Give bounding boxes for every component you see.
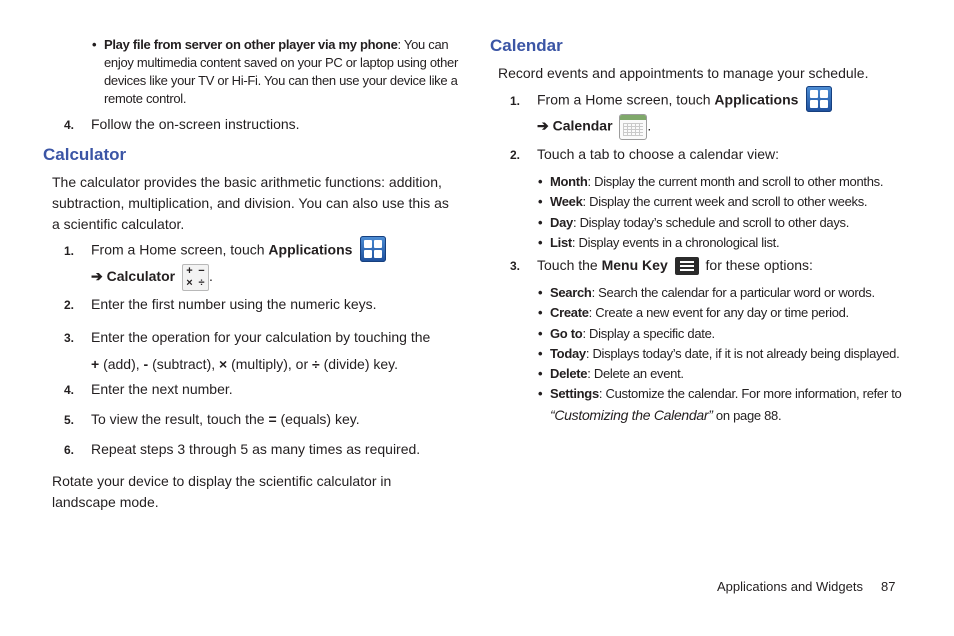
bullet-term: Create bbox=[550, 305, 589, 321]
bullet-term: Search bbox=[550, 285, 592, 300]
step-text: From a Home screen, touch bbox=[91, 241, 269, 258]
list-item: • Month: Display the current month and scroll to other months. bbox=[538, 174, 884, 189]
list-item: • Create: Create a new event for any day or time period. bbox=[538, 305, 849, 321]
calc-step-6 bbox=[64, 439, 420, 461]
intro-line: subtraction, multiplication, and division. You can also use this as bbox=[52, 195, 449, 211]
outro-line: landscape mode. bbox=[52, 494, 159, 510]
intro-line: a scientific calculator. bbox=[52, 216, 185, 232]
calculator-heading: Calculator bbox=[43, 145, 127, 164]
bullet-term: Day bbox=[550, 214, 573, 230]
step-text: (subtract), bbox=[148, 356, 220, 372]
list-item: • Search: Search the calendar for a particular word or words. bbox=[538, 285, 875, 300]
top-bullet-line-1: enjoy multimedia content saved on your PC or laptop using other bbox=[104, 55, 458, 70]
step-text: Enter the next number. bbox=[91, 381, 233, 397]
step-text: Follow the on-screen instructions. bbox=[91, 116, 300, 132]
list-item: • List: Display events in a chronological list. bbox=[538, 234, 780, 250]
list-item: • Today: Displays today’s date, if it is not already being displayed. bbox=[538, 345, 900, 361]
list-item: • Week: Display the current week and scroll to other weeks. bbox=[538, 194, 868, 210]
footer-section: Applications and Widgets bbox=[717, 579, 863, 594]
step-number: 3. bbox=[64, 331, 75, 345]
bullet-term: List bbox=[550, 234, 572, 250]
step-text: for these options: bbox=[701, 257, 813, 273]
top-bullet-line-3: remote control. bbox=[104, 91, 187, 106]
bullet-term: Settings bbox=[550, 386, 599, 402]
step-text: Touch a tab to choose a calendar view: bbox=[537, 146, 780, 162]
bullet-term: Today bbox=[550, 345, 586, 361]
step-text: (equals) key. bbox=[276, 411, 360, 427]
step-text: Enter the operation for your calculation by touching the bbox=[91, 329, 431, 345]
calc-step-4 bbox=[64, 379, 233, 401]
period: . bbox=[647, 117, 652, 134]
step-number: 4. bbox=[64, 118, 75, 132]
menu-key-icon bbox=[675, 257, 699, 275]
step-number: 3. bbox=[510, 259, 521, 273]
calendar-icon bbox=[619, 114, 647, 140]
menu-key-label: Menu Key bbox=[601, 257, 668, 273]
cal-step-1 bbox=[510, 88, 832, 114]
plus-key: + bbox=[91, 356, 100, 372]
calc-step-1 bbox=[64, 238, 386, 264]
step-text: Repeat steps 3 through 5 as many times as required. bbox=[91, 441, 421, 457]
list-item: • Day: Display today’s schedule and scroll to other days. bbox=[538, 214, 850, 230]
multiply-key: × bbox=[219, 356, 228, 372]
calculator-icon: + − × ÷ bbox=[182, 264, 209, 291]
top-bullet bbox=[92, 36, 462, 108]
step-text: From a Home screen, touch bbox=[537, 91, 715, 108]
bullet-desc: : Display the current month and scroll to other months. bbox=[587, 174, 884, 189]
top-bullet-line-0: : You can bbox=[397, 37, 449, 52]
step-text: Touch the bbox=[537, 257, 602, 273]
calc-step-3 bbox=[64, 324, 430, 377]
applications-label: Applications bbox=[268, 241, 353, 258]
bullet-desc: : Display a specific date. bbox=[582, 325, 715, 341]
minus-key: - bbox=[143, 356, 149, 372]
bullet-desc: : Search the calendar for a particular word or words. bbox=[591, 285, 875, 300]
step-number: 4. bbox=[64, 383, 75, 397]
step-number: 2. bbox=[64, 298, 75, 312]
calendar-intro: Record events and appointments to manage your schedule. bbox=[498, 65, 869, 81]
bullet-term: Week bbox=[550, 194, 583, 210]
bullet-term: Delete bbox=[550, 366, 588, 382]
calc-step-2 bbox=[64, 294, 377, 316]
list-item: • Settings: Customize the calendar. For more information, refer to “Customizing the Calendar” on page 88. bbox=[538, 386, 902, 423]
calc-step-5 bbox=[64, 409, 360, 431]
step-text: To view the result, touch the bbox=[91, 411, 269, 427]
cal-step-1-arrow bbox=[537, 114, 651, 140]
bullet-marker: • bbox=[92, 37, 97, 52]
bullet-desc: : Displays today’s date, if it is not already being displayed. bbox=[585, 345, 900, 361]
bullet-desc: : Display today’s schedule and scroll to other days. bbox=[572, 214, 850, 230]
calendar-view-list bbox=[538, 172, 928, 253]
bullet-term: Month bbox=[550, 174, 588, 189]
applications-icon bbox=[806, 86, 832, 112]
page-number: 87 bbox=[881, 579, 896, 594]
step-text: (add), bbox=[99, 356, 144, 372]
applications-icon bbox=[360, 236, 386, 262]
outro-line: Rotate your device to display the scientific calculator in bbox=[52, 473, 392, 489]
step-number: 5. bbox=[64, 413, 75, 427]
applications-label: Applications bbox=[714, 91, 799, 108]
equals-key: = bbox=[268, 411, 277, 427]
bullet-desc: : Delete an event. bbox=[587, 366, 684, 382]
step-number: 6. bbox=[64, 443, 75, 457]
top-bullet-title: Play file from server on other player via my phone bbox=[104, 37, 398, 52]
bullet-desc: : Create a new event for any day or time period. bbox=[588, 305, 849, 321]
calendar-label: ➔ Calendar bbox=[537, 117, 613, 134]
step-4-top bbox=[64, 114, 300, 136]
cal-step-3 bbox=[510, 255, 813, 277]
settings-reference-page: on page 88. bbox=[712, 407, 782, 423]
period: . bbox=[208, 268, 213, 285]
calculator-outro bbox=[52, 471, 462, 513]
menu-options-list bbox=[538, 283, 938, 426]
calculator-intro bbox=[52, 172, 462, 235]
bullet-desc: : Display the current week and scroll to other weeks. bbox=[582, 194, 868, 210]
cal-step-2 bbox=[510, 144, 779, 166]
step-text: (multiply), or bbox=[227, 356, 312, 372]
bullet-term: Go to bbox=[550, 325, 583, 341]
list-item: • Go to: Display a specific date. bbox=[538, 325, 715, 341]
settings-reference-link[interactable]: “Customizing the Calendar” bbox=[550, 406, 713, 423]
calendar-heading: Calendar bbox=[490, 36, 563, 55]
step-text: Enter the first number using the numeric keys. bbox=[91, 296, 377, 312]
top-bullet-line-2: devices like your TV or Hi-Fi. You can then use your device like a bbox=[104, 73, 458, 88]
calculator-label: ➔ Calculator bbox=[91, 268, 176, 285]
bullet-desc: : Customize the calendar. For more information, refer to bbox=[598, 386, 902, 402]
step-number: 1. bbox=[510, 93, 521, 108]
intro-line: The calculator provides the basic arithmetic functions: addition, bbox=[52, 174, 442, 190]
bullet-desc: : Display events in a chronological list. bbox=[571, 234, 780, 250]
calc-step-1-arrow bbox=[91, 264, 213, 291]
divide-key: ÷ bbox=[312, 356, 320, 372]
step-text: (divide) key. bbox=[319, 356, 399, 372]
step-number: 2. bbox=[510, 148, 521, 162]
list-item: • Delete: Delete an event. bbox=[538, 366, 684, 382]
step-number: 1. bbox=[64, 243, 75, 258]
